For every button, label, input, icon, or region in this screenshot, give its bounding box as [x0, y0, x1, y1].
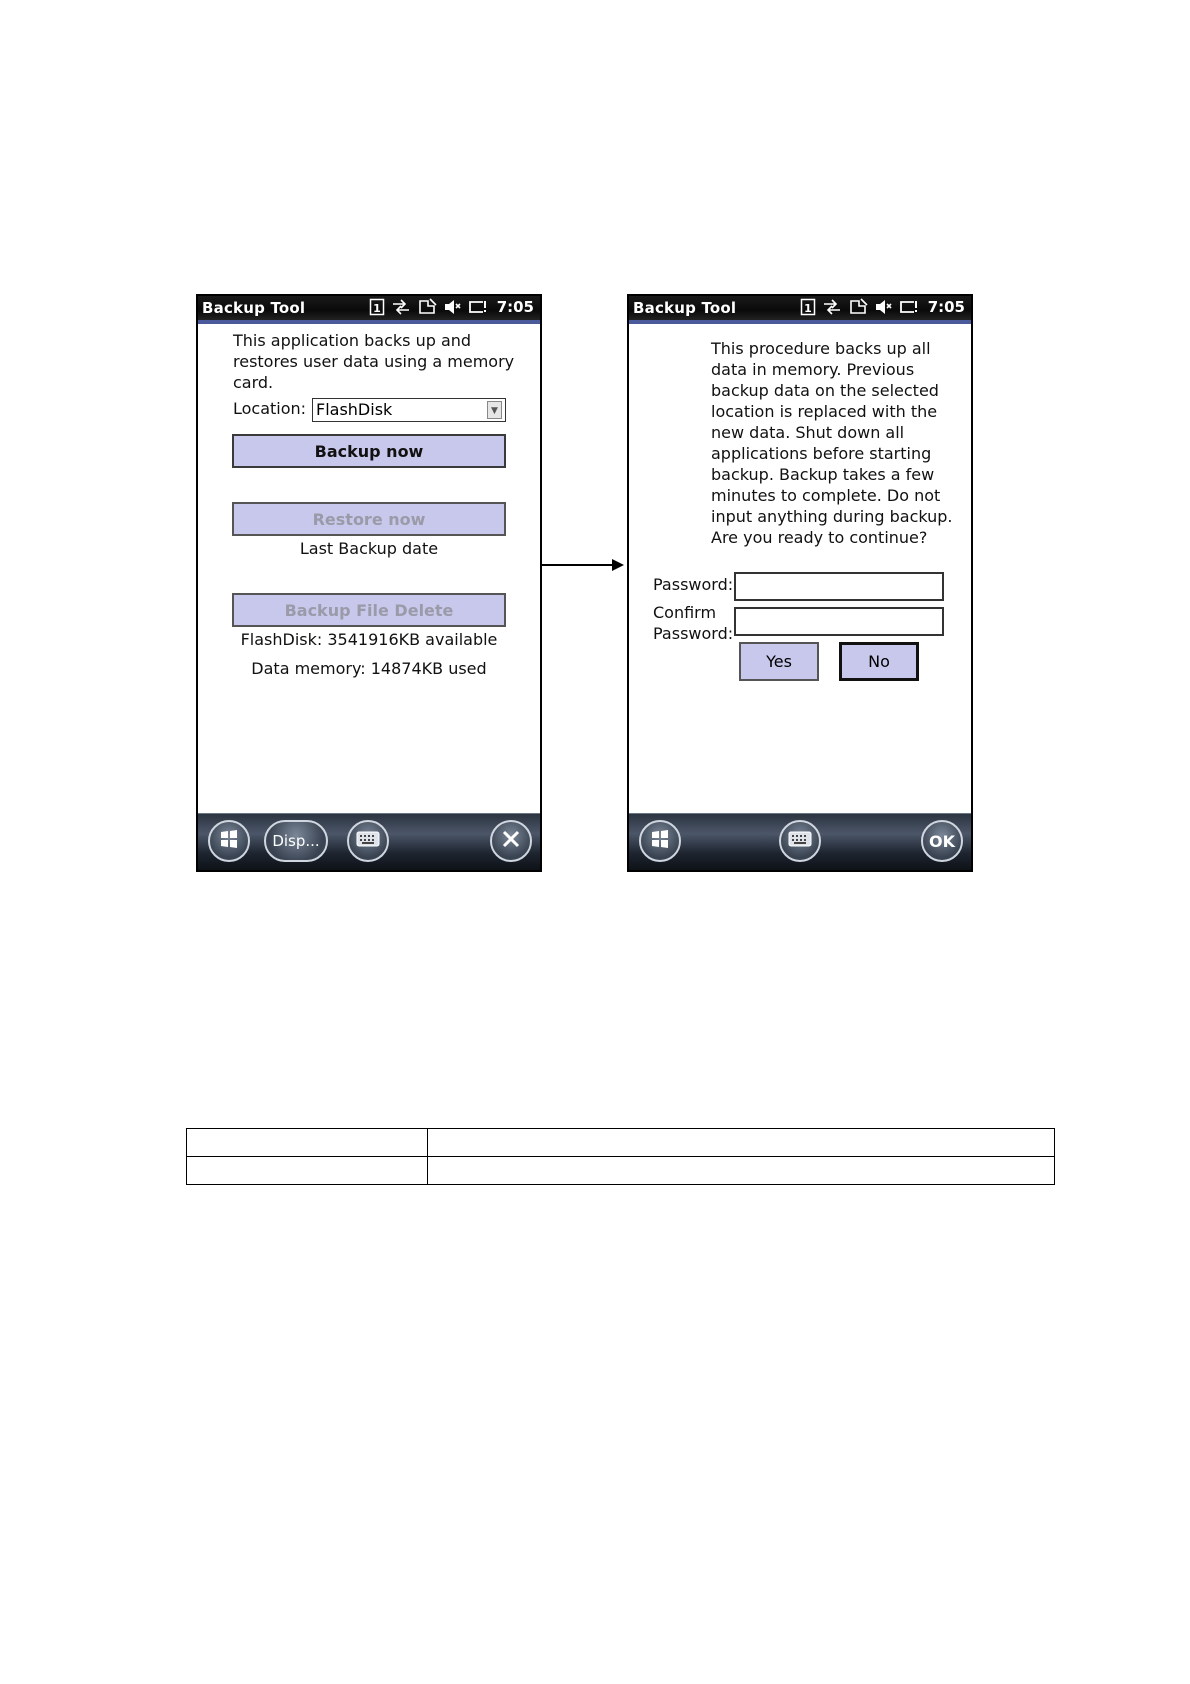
start-button[interactable]	[639, 820, 681, 862]
data-memory-info: Data memory: 14874KB used	[251, 659, 487, 678]
speaker-muted-icon	[443, 298, 461, 316]
intro-line: restores user data using a memory	[233, 352, 515, 371]
sim-icon	[800, 298, 816, 316]
message-line: location is replaced with the	[711, 402, 938, 421]
window-title: Backup Tool	[633, 299, 737, 317]
message-line: This procedure backs up all	[711, 339, 931, 358]
backup-now-button[interactable]: Backup now	[232, 434, 506, 468]
ok-button[interactable]: OK	[921, 820, 963, 862]
flashdisk-info: FlashDisk: 3541916KB available	[240, 630, 498, 649]
phone-icon	[848, 298, 868, 316]
backup-file-delete-button[interactable]: Backup File Delete	[232, 593, 506, 627]
start-button[interactable]	[208, 820, 250, 862]
backup-confirm-screen	[627, 294, 973, 872]
display-menu-button[interactable]: Disp...	[264, 820, 328, 862]
message-line: new data. Shut down all	[711, 423, 905, 442]
battery-icon	[898, 298, 920, 316]
backup-tool-main-screen	[196, 294, 542, 872]
windows-start-icon	[218, 828, 240, 854]
table-cell	[187, 1157, 428, 1185]
password-label: Password:	[653, 575, 734, 594]
message-line: applications before starting	[711, 444, 932, 463]
message-line: minutes to complete. Do not	[711, 486, 941, 505]
table-cell	[428, 1129, 1055, 1157]
message-line: data in memory. Previous	[711, 360, 915, 379]
phone-icon	[417, 298, 437, 316]
no-button[interactable]: No	[839, 642, 919, 681]
status-icons	[369, 298, 534, 316]
connectivity-icon	[822, 298, 842, 316]
message-line: Are you ready to continue?	[711, 528, 928, 547]
restore-now-button[interactable]: Restore now	[232, 502, 506, 536]
title-bar	[198, 296, 540, 324]
keyboard-button[interactable]	[779, 820, 821, 862]
keyboard-button[interactable]	[347, 820, 389, 862]
table-row	[187, 1157, 1055, 1185]
sim-icon	[369, 298, 385, 316]
speaker-muted-icon	[874, 298, 892, 316]
yes-button[interactable]: Yes	[739, 642, 819, 681]
table-cell	[428, 1157, 1055, 1185]
keyboard-icon	[788, 830, 812, 852]
close-button[interactable]	[490, 820, 532, 862]
flow-arrow	[542, 557, 626, 573]
message-line: backup data on the selected	[711, 381, 939, 400]
intro-text	[233, 330, 514, 393]
table-cell	[187, 1129, 428, 1157]
close-icon	[500, 828, 522, 854]
blank-table	[186, 1128, 1055, 1185]
chevron-down-icon[interactable]: ▼	[487, 401, 502, 419]
taskbar	[629, 813, 971, 870]
last-backup-date: Last Backup date	[299, 539, 439, 558]
location-dropdown[interactable]	[312, 398, 506, 422]
confirm-password-field[interactable]	[734, 607, 944, 636]
windows-start-icon	[649, 828, 671, 854]
clock: 7:05	[927, 298, 965, 316]
window-title: Backup Tool	[202, 299, 306, 317]
intro-line: This application backs up and	[233, 331, 472, 350]
message-line: backup. Backup takes a few	[711, 465, 935, 484]
svg-text:1: 1	[372, 302, 381, 315]
connectivity-icon	[391, 298, 411, 316]
confirmation-message	[711, 338, 953, 548]
table-row	[187, 1129, 1055, 1157]
svg-text:1: 1	[803, 302, 812, 315]
battery-icon	[467, 298, 489, 316]
clock: 7:05	[496, 298, 534, 316]
confirm-password-label	[653, 602, 733, 644]
title-bar	[629, 296, 971, 324]
status-icons	[800, 298, 965, 316]
confirm-label-line: Confirm	[653, 603, 717, 622]
password-field[interactable]	[734, 572, 944, 601]
taskbar	[198, 813, 540, 870]
location-label: Location:	[233, 399, 307, 418]
confirm-label-line: Password:	[653, 624, 734, 643]
keyboard-icon	[356, 830, 380, 852]
intro-line: card.	[233, 373, 274, 392]
location-value: FlashDisk	[316, 400, 393, 419]
message-line: input anything during backup.	[711, 507, 953, 526]
